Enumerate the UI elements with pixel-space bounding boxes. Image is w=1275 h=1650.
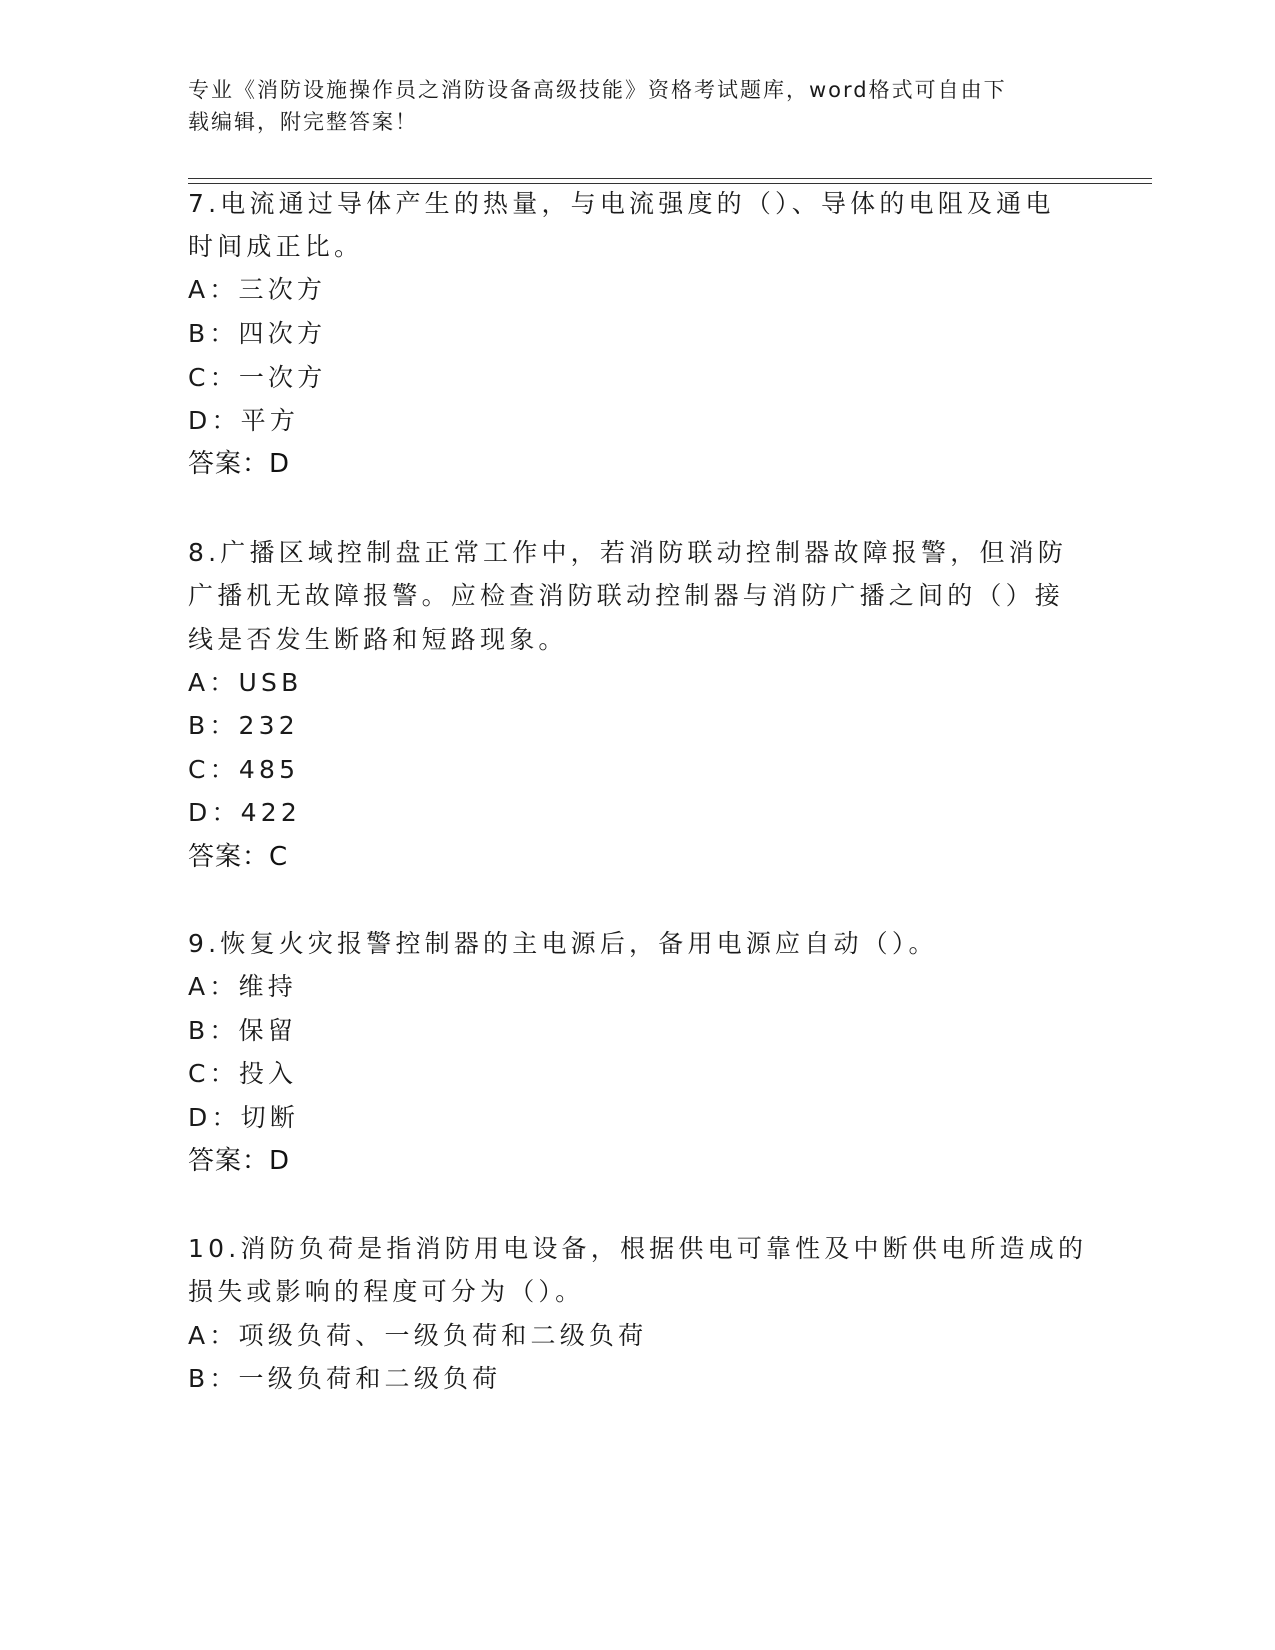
header-line-1: 专业《消防设施操作员之消防设备高级技能》资格考试题库，word格式可自由下	[188, 78, 1007, 102]
question-7-option-c: C：一次方	[188, 363, 327, 392]
question-10-option-a: A：项级负荷、一级负荷和二级负荷	[188, 1321, 648, 1350]
question-7-stem-line-1: 7.电流通过导体产生的热量，与电流强度的（）、导体的电阻及通电	[188, 189, 1055, 218]
question-8-stem-line-2: 广播机无故障报警。应检查消防联动控制器与消防广播之间的（）接	[188, 581, 1065, 610]
question-8-option-a: A：USB	[188, 668, 303, 697]
question-8-option-d: D：422	[188, 798, 301, 827]
question-7-stem-line-2: 时间成正比。	[188, 232, 364, 261]
question-9-stem-line-1: 9.恢复火灾报警控制器的主电源后，备用电源应自动（）。	[188, 929, 938, 958]
question-8-answer: 答案：C	[188, 842, 289, 872]
question-7-option-a: A：三次方	[188, 275, 327, 304]
question-10-option-b: B：一级负荷和二级负荷	[188, 1364, 502, 1393]
question-9-option-a: A：维持	[188, 972, 297, 1001]
question-9-option-c: C：投入	[188, 1059, 298, 1088]
header-line-2: 载编辑，附完整答案！	[188, 110, 418, 134]
question-8-option-c: C：485	[188, 755, 300, 784]
question-7-option-d: D：平方	[188, 406, 300, 435]
question-8-stem-line-3: 线是否发生断路和短路现象。	[188, 625, 568, 654]
question-9-option-d: D：切断	[188, 1103, 300, 1132]
header-divider-bottom	[188, 183, 1152, 184]
question-8-stem-line-1: 8.广播区域控制盘正常工作中，若消防联动控制器故障报警，但消防	[188, 538, 1068, 567]
header-divider-top	[188, 178, 1152, 179]
question-7-option-b: B：四次方	[188, 319, 327, 348]
question-9-option-b: B：保留	[188, 1016, 297, 1045]
question-7-answer: 答案：D	[188, 449, 291, 479]
document-header	[188, 74, 1068, 138]
question-10-stem-line-2: 损失或影响的程度可分为（）。	[188, 1277, 585, 1306]
question-9-answer: 答案：D	[188, 1146, 291, 1176]
question-8-option-b: B：232	[188, 711, 299, 740]
question-10-stem-line-1: 10.消防负荷是指消防用电设备，根据供电可靠性及中断供电所造成的	[188, 1234, 1088, 1263]
